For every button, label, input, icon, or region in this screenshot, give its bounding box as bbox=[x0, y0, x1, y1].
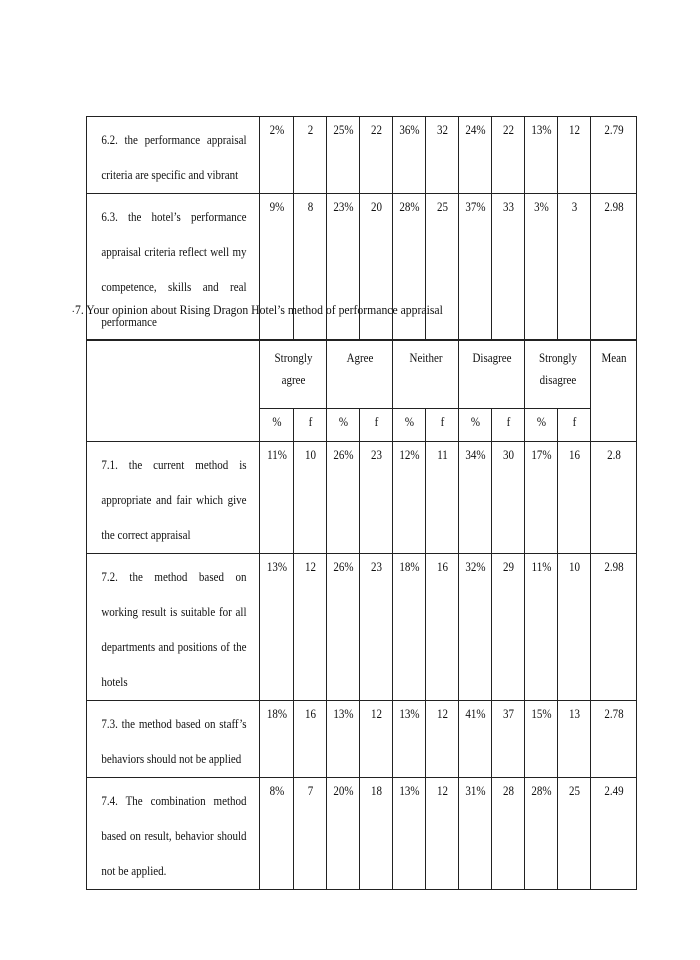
subheader-pct: % bbox=[328, 409, 357, 442]
subheader-freq: f bbox=[361, 409, 390, 442]
table-row bbox=[87, 701, 637, 778]
subheader-pct: % bbox=[394, 409, 423, 442]
header-strongly-agree: Strongly agree bbox=[264, 340, 323, 409]
cell: 11% bbox=[527, 554, 556, 701]
mean-cell: 2.98 bbox=[593, 194, 633, 341]
cell: 8 bbox=[295, 194, 324, 341]
header-disagree: Disagree bbox=[462, 340, 520, 409]
cell: 20% bbox=[328, 778, 357, 890]
subheader-pct: % bbox=[461, 409, 490, 442]
cell: 28% bbox=[394, 194, 423, 341]
cell: 30 bbox=[494, 442, 523, 554]
cell: 25 bbox=[560, 778, 589, 890]
bullet-mark: . bbox=[72, 304, 75, 315]
cell: 29 bbox=[494, 554, 523, 701]
cell: 3 bbox=[559, 194, 588, 341]
header-row bbox=[87, 340, 637, 409]
row-label: 7.1. the current method is appropriate and fair which give the correct appraisal bbox=[97, 442, 249, 554]
cell: 36% bbox=[394, 117, 423, 194]
cell: 22 bbox=[493, 117, 522, 194]
cell: 32% bbox=[461, 554, 490, 701]
cell: 23% bbox=[328, 194, 357, 341]
cell: 16 bbox=[295, 701, 324, 778]
cell: 3% bbox=[526, 194, 555, 341]
cell: 13% bbox=[394, 701, 423, 778]
cell: 31% bbox=[461, 778, 490, 890]
cell: 13% bbox=[262, 554, 292, 701]
table-row bbox=[87, 117, 637, 194]
header-neither: Neither bbox=[396, 340, 454, 409]
subheader-freq: f bbox=[494, 409, 523, 442]
row-label: 7.3. the method based on staff’s behaviors should not be applied bbox=[97, 701, 249, 778]
table-row bbox=[87, 778, 637, 890]
cell: 15% bbox=[527, 701, 556, 778]
cell: 12% bbox=[394, 442, 423, 554]
cell: 12 bbox=[427, 701, 456, 778]
header-agree: Agree bbox=[330, 340, 388, 409]
table-row bbox=[87, 442, 637, 554]
cell: 32 bbox=[427, 117, 456, 194]
subheader-pct: % bbox=[262, 409, 292, 442]
mean-cell: 2.79 bbox=[593, 117, 633, 194]
cell: 12 bbox=[559, 117, 588, 194]
cell: 28% bbox=[527, 778, 556, 890]
appraisal-method-table bbox=[86, 339, 637, 890]
header-mean: Mean bbox=[593, 340, 633, 442]
subheader-freq: f bbox=[295, 409, 324, 442]
cell: 12 bbox=[361, 701, 390, 778]
mean-cell: 2.98 bbox=[593, 554, 633, 701]
mean-cell: 2.78 bbox=[593, 701, 633, 778]
cell: 25 bbox=[427, 194, 456, 341]
row-label: 7.4. The combination method based on result, behavior should not be applied. bbox=[97, 778, 249, 890]
cell: 37% bbox=[460, 194, 489, 341]
cell: 18% bbox=[262, 701, 292, 778]
cell: 18% bbox=[394, 554, 423, 701]
subheader-pct: % bbox=[527, 409, 556, 442]
cell: 11 bbox=[427, 442, 456, 554]
cell: 17% bbox=[527, 442, 556, 554]
cell: 16 bbox=[560, 442, 589, 554]
cell: 22 bbox=[361, 117, 390, 194]
cell: 8% bbox=[262, 778, 292, 890]
empty-header-cell bbox=[97, 340, 249, 442]
cell: 25% bbox=[328, 117, 357, 194]
cell: 23 bbox=[361, 554, 390, 701]
cell: 13% bbox=[394, 778, 423, 890]
cell: 13% bbox=[328, 701, 357, 778]
cell: 13% bbox=[526, 117, 555, 194]
cell: 28 bbox=[494, 778, 523, 890]
cell: 2 bbox=[295, 117, 324, 194]
cell: 34% bbox=[461, 442, 490, 554]
mean-cell: 2.49 bbox=[593, 778, 633, 890]
cell: 41% bbox=[461, 701, 490, 778]
row-label: 6.2. the performance appraisal criteria are specific and vibrant bbox=[97, 117, 249, 194]
table-row bbox=[87, 194, 637, 341]
cell: 37 bbox=[494, 701, 523, 778]
cell: 10 bbox=[560, 554, 589, 701]
cell: 16 bbox=[427, 554, 456, 701]
mean-cell: 2.8 bbox=[593, 442, 633, 554]
subheader-freq: f bbox=[427, 409, 456, 442]
section-caption: 7. Your opinion about Rising Dragon Hotel’s method of performance appraisal bbox=[75, 302, 443, 317]
table-row bbox=[87, 554, 637, 701]
subheader-freq: f bbox=[560, 409, 589, 442]
cell: 33 bbox=[493, 194, 522, 341]
cell: 9% bbox=[262, 194, 292, 341]
cell: 13 bbox=[560, 701, 589, 778]
cell: 12 bbox=[427, 778, 456, 890]
row-label: 7.2. the method based on working result is suitable for all departments and positions of the hotels bbox=[97, 554, 249, 701]
cell: 7 bbox=[295, 778, 324, 890]
cell: 2% bbox=[262, 117, 292, 194]
header-strongly-disagree: Strongly disagree bbox=[529, 340, 587, 409]
cell: 20 bbox=[361, 194, 390, 341]
cell: 23 bbox=[361, 442, 390, 554]
cell: 12 bbox=[295, 554, 324, 701]
row-label: 6.3. the hotel’s performance appraisal criteria reflect well my competence, skills and real performance bbox=[97, 194, 249, 341]
cell: 10 bbox=[295, 442, 324, 554]
cell: 11% bbox=[262, 442, 292, 554]
cell: 24% bbox=[460, 117, 489, 194]
cell: 26% bbox=[328, 442, 357, 554]
cell: 18 bbox=[361, 778, 390, 890]
cell: 26% bbox=[328, 554, 357, 701]
